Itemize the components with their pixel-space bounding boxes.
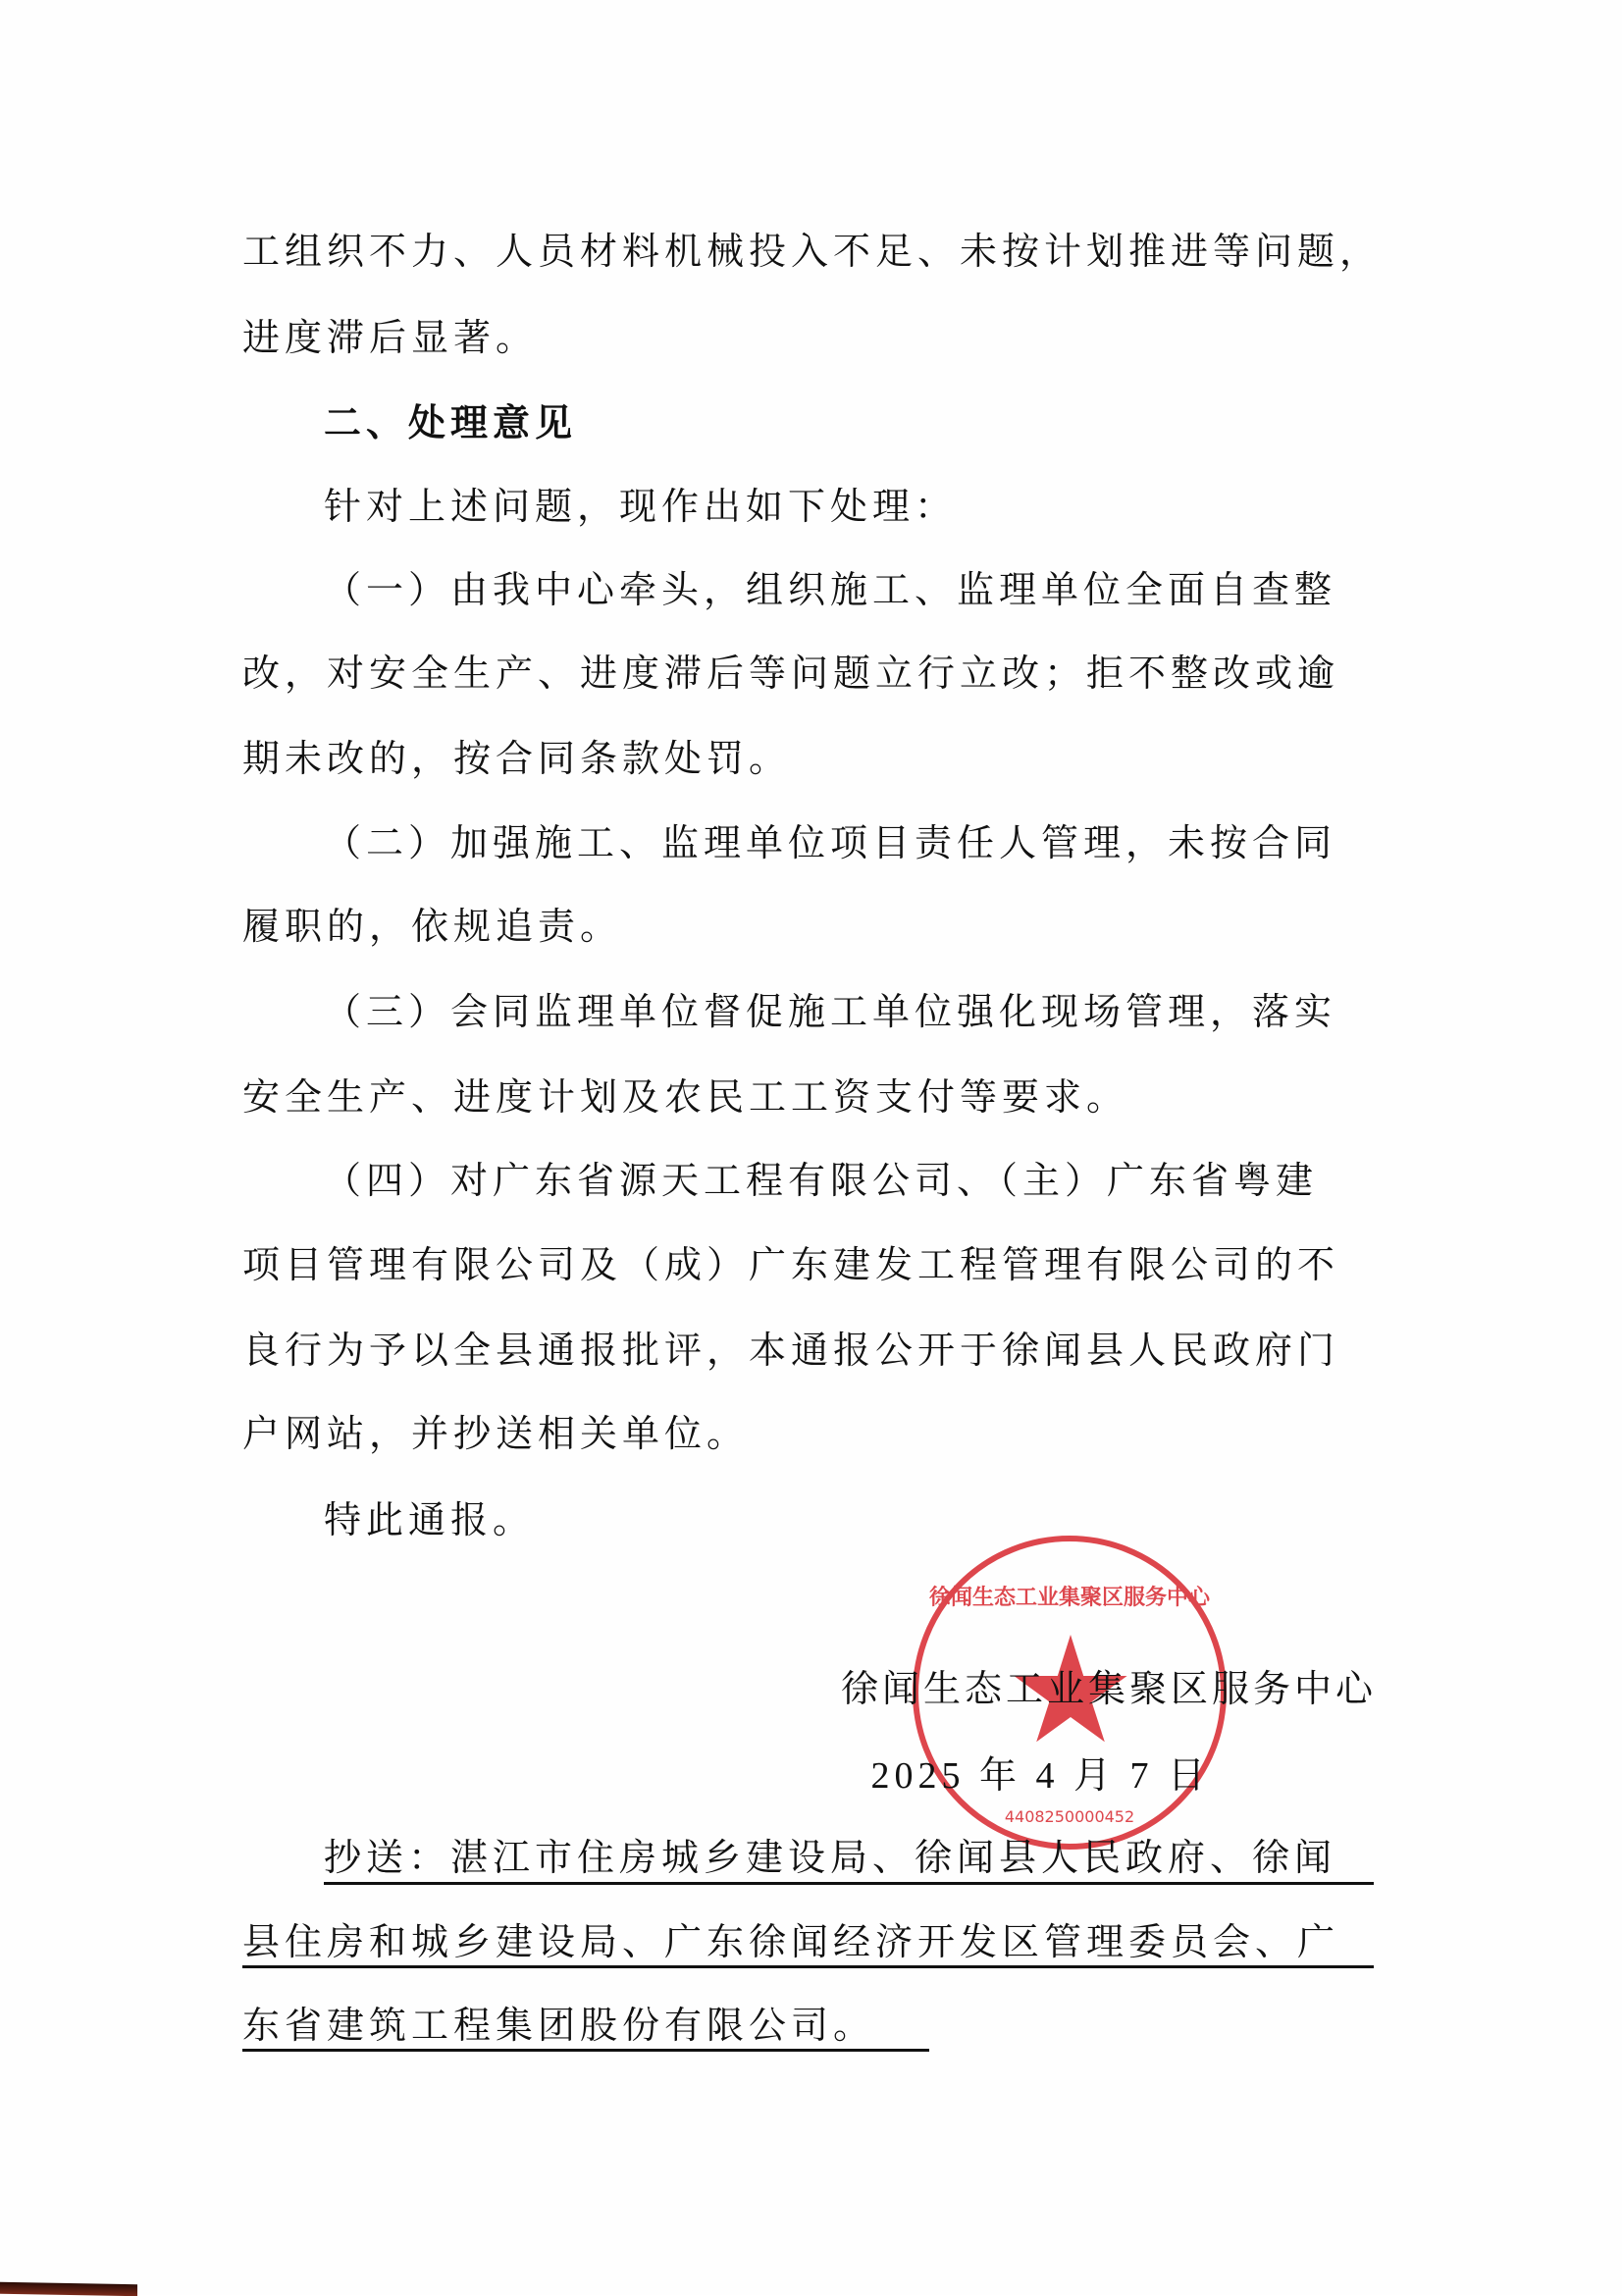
item-3-line-1: （三）会同监理单位督促施工单位强化现场管理，落实 [324, 990, 1337, 1033]
item-4-line-1: （四）对广东省源天工程有限公司、（主）广东省粤建 [324, 1159, 1319, 1202]
cc-underline-2 [242, 1965, 1374, 1968]
intro-text: 针对上述问题，现作出如下处理： [324, 485, 958, 528]
item-1-line-3: 期未改的，按合同条款处罚。 [242, 737, 792, 780]
item-4-line-2: 项目管理有限公司及（成）广东建发工程管理有限公司的不 [242, 1243, 1340, 1286]
cc-line-3: 东省建筑工程集团股份有限公司。 [242, 2004, 876, 2047]
signature-date: 2025 年 4 月 7 日 [870, 1755, 1210, 1797]
scan-edge-shadow [0, 2282, 137, 2296]
item-1-line-2: 改，对安全生产、进度滞后等问题立行立改；拒不整改或逾 [242, 652, 1340, 695]
seal-text: 徐闻生态工业集聚区服务中心 [928, 1586, 1210, 1610]
item-2-line-2: 履职的，依规追责。 [242, 905, 623, 948]
cc-line-1: 抄送：湛江市住房城乡建设局、徐闻县人民政府、徐闻 [324, 1836, 1337, 1879]
continuation-line-2: 进度滞后显著。 [242, 316, 539, 359]
item-1-line-1: （一）由我中心牵头，组织施工、监理单位全面自查整 [324, 568, 1337, 611]
seal-code: 4408250000452 [1004, 1807, 1135, 1826]
item-4-line-3: 良行为予以全县通报批评，本通报公开于徐闻县人民政府门 [242, 1329, 1340, 1372]
item-3-line-2: 安全生产、进度计划及农民工工资支付等要求。 [242, 1075, 1129, 1119]
signature-organization: 徐闻生态工业集聚区服务中心 [840, 1667, 1377, 1710]
cc-underline-1 [324, 1882, 1374, 1885]
continuation-line-1: 工组织不力、人员材料机械投入不足、未按计划推进等问题， [242, 230, 1383, 273]
cc-line-2: 县住房和城乡建设局、广东徐闻经济开发区管理委员会、广 [242, 1920, 1340, 1963]
item-2-line-1: （二）加强施工、监理单位项目责任人管理，未按合同 [324, 821, 1337, 864]
cc-underline-3 [242, 2049, 929, 2052]
section-heading: 二、处理意见 [324, 401, 578, 444]
item-4-line-4: 户网站，并抄送相关单位。 [242, 1412, 750, 1455]
closing-text: 特此通报。 [324, 1498, 536, 1541]
